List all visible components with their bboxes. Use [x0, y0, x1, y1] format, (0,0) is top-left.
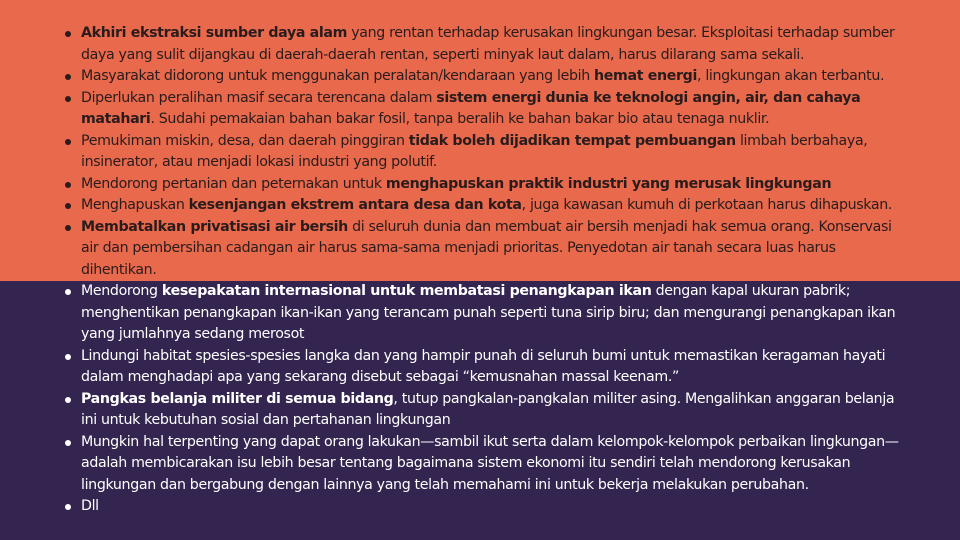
- bullet-item-economic-system: [60, 432, 905, 497]
- bullet-item-energy-efficiency: [60, 66, 905, 88]
- bullet-emphasis: Membatalkan privatisasi air bersih: [81, 218, 348, 235]
- bullet-item-habitat-protection: [60, 346, 905, 389]
- bullet-item-resource-extraction: [60, 23, 905, 66]
- bullet-text: Dll: [81, 498, 99, 514]
- bullet-text: dengan kapal ukuran pabrik; menghentikan penangkapan ikan-ikan yang terancam punah seperti tuna sirip biru; dan mengurangi penangkapan ikan yang jumlahnya sedang merosot: [81, 283, 896, 342]
- bullet-text: . Sudahi pemakaian bahan bakar fosil, tanpa beralih ke bahan bakar bio atau tenaga nuklir.: [150, 111, 770, 127]
- bullet-text: , lingkungan akan terbantu.: [697, 68, 885, 84]
- bullet-text: limbah berbahaya, insinerator, atau menjadi lokasi industri yang polutif.: [81, 132, 868, 170]
- bullet-emphasis: sistem energi dunia ke teknologi angin, air, dan cahaya matahari: [81, 89, 861, 127]
- bullet-item-fishing-agreement: [60, 281, 905, 346]
- bullet-text: Mendorong: [81, 283, 162, 299]
- bullet-text: Menghapuskan: [81, 197, 189, 213]
- bullet-text: Pemukiman miskin, desa, dan daerah pinggiran: [81, 132, 409, 149]
- bullet-item-agriculture: [60, 174, 905, 196]
- bullet-text: Mendorong pertanian dan peternakan untuk: [81, 175, 386, 192]
- bullet-item-etc: [60, 496, 905, 518]
- bullet-emphasis: hemat energi: [594, 68, 697, 84]
- bullet-text: yang rentan terhadap kerusakan lingkungan besar. Eksploitasi terhadap sumber daya yang sulit dijangkau di daerah-daerah rentan, seperti minyak laut dalam, harus dilarang sama sekali.: [81, 25, 895, 63]
- bullet-text: Diperlukan peralihan masif secara terencana dalam: [81, 89, 437, 106]
- bullet-item-waste-dumping: [60, 131, 905, 174]
- bullet-list: [60, 23, 905, 518]
- bullet-emphasis: kesenjangan ekstrem antara desa dan kota: [188, 197, 522, 213]
- bullet-text: di seluruh dunia dan membuat air bersih menjadi hak semua orang. Konservasi air dan pembersihan cadangan air harus sama-sama menjadi prioritas. Penyedotan air tanah secara luas harus dihentikan.: [81, 218, 892, 278]
- bullet-item-military-spending: [60, 389, 905, 432]
- bullet-text: Mungkin hal terpenting yang dapat orang lakukan—sambil ikut serta dalam kelompok-kelompok perbaikan lingkungan—adalah membicarakan isu lebih besar tentang bagaimana sistem ekonomi itu sendiri telah mendorong kerusakan lingkungan dan bergabung dengan lainnya yang telah memahami ini untuk bekerja melakukan perubahan.: [81, 433, 899, 493]
- bullet-emphasis: kesepakatan internasional untuk membatasi penangkapan ikan: [161, 283, 652, 299]
- bullet-item-energy-transition: [60, 88, 905, 131]
- bullet-text: Lindungi habitat spesies-spesies langka dan yang hampir punah di seluruh bumi untuk memastikan keragaman hayati dalam menghadapi apa yang sekarang disebut sebagai “kemusnahan massal keenam.”: [81, 347, 886, 385]
- bullet-item-urban-rural-gap: [60, 195, 905, 217]
- bullet-emphasis: Pangkas belanja militer di semua bidang: [81, 390, 394, 407]
- bullet-emphasis: tidak boleh dijadikan tempat pembuangan: [408, 132, 736, 149]
- bullet-text: , tutup pangkalan-pangkalan militer asing. Mengalihkan anggaran belanja ini untuk kebutuhan sosial dan pertahanan lingkungan: [81, 390, 895, 428]
- bullet-emphasis: Akhiri ekstraksi sumber daya alam: [81, 25, 348, 41]
- bullet-text: Masyarakat didorong untuk menggunakan peralatan/kendaraan yang lebih: [81, 68, 595, 84]
- bullet-emphasis: menghapuskan praktik industri yang merusak lingkungan: [385, 175, 832, 192]
- bullet-text: , juga kawasan kumuh di perkotaan harus dihapuskan.: [521, 197, 893, 213]
- bullet-item-water-privatization: [60, 217, 905, 282]
